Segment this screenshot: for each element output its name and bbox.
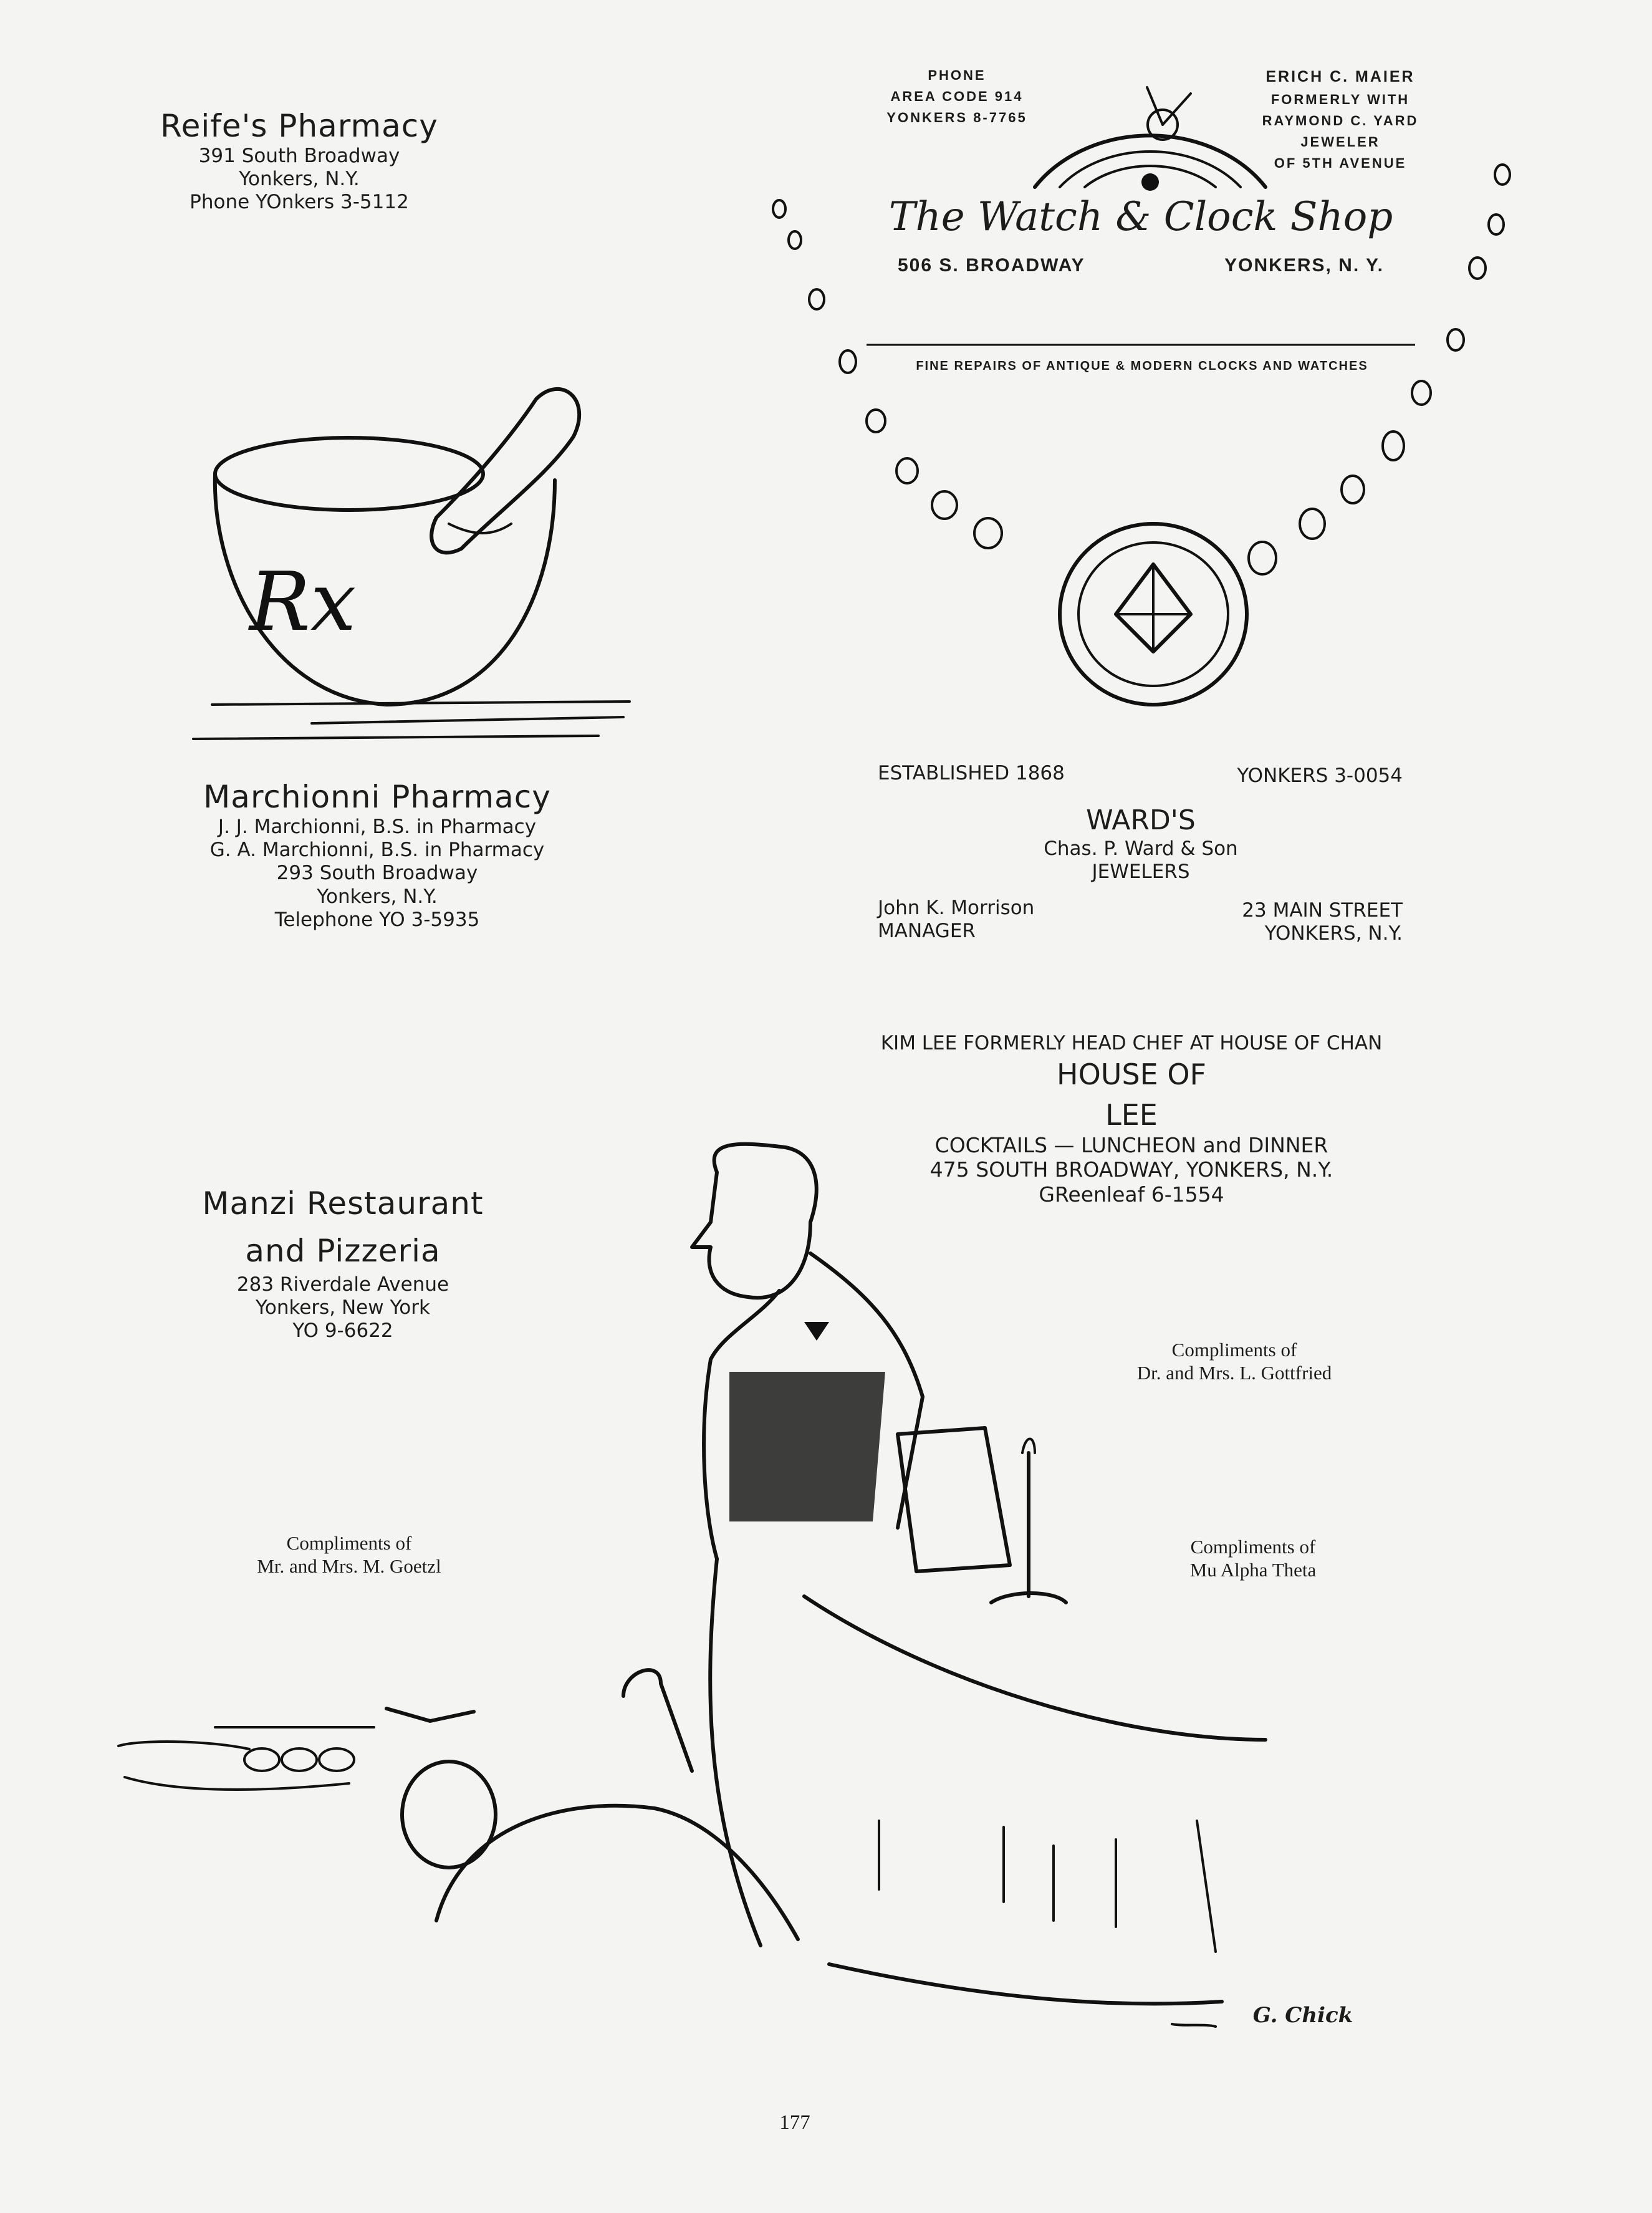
page-number: 177 [779, 2111, 810, 2134]
marchionni-city: Yonkers, N.Y. [317, 885, 438, 908]
reife-address: 391 South Broadway [198, 145, 400, 167]
reife-city: Yonkers, N.Y. [239, 168, 360, 191]
wards-established: ESTABLISHED 1868 [878, 762, 1065, 784]
watch-shop-city: YONKERS, N. Y. [1224, 255, 1384, 276]
wards-ad-center [954, 804, 1328, 884]
marchionni-name: Marchionni Pharmacy [203, 779, 551, 815]
reife-pharmacy-ad [81, 107, 517, 215]
lee-phone: GReenleaf 6-1554 [1039, 1182, 1224, 1207]
wards-manager-title: MANAGER [878, 920, 976, 943]
watch-area-code: AREA CODE 914 [890, 89, 1024, 105]
manzi-name-line1: Manzi Restaurant [202, 1185, 484, 1222]
watch-phone-label: PHONE [928, 67, 986, 83]
goetzl-line2: Mr. and Mrs. M. Goetzl [257, 1555, 441, 1578]
compliments-goetzl [187, 1531, 511, 1578]
manzi-restaurant-ad [143, 1185, 542, 1343]
watch-shop-address: 506 S. BROADWAY [898, 255, 1085, 276]
marchionni-pharmacy-ad [159, 778, 595, 932]
compliments-mu-alpha-theta [1110, 1535, 1396, 1581]
manzi-phone: YO 9-6622 [292, 1319, 393, 1343]
house-of-lee-ad [810, 1032, 1453, 1207]
clock-dial-icon [1035, 87, 1265, 191]
compliments-gottfried [1060, 1338, 1409, 1384]
gottfried-line2: Dr. and Mrs. L. Gottfried [1136, 1362, 1332, 1384]
mortar-and-pestle-icon [193, 389, 630, 739]
wards-city: YONKERS, N.Y. [1264, 922, 1403, 945]
mu-alpha-line1: Compliments of [1190, 1536, 1316, 1558]
watch-shop-owner-block [1247, 65, 1434, 174]
lee-name-line1: HOUSE OF [1056, 1058, 1207, 1092]
watch-shop-tagline: FINE REPAIRS OF ANTIQUE & MODERN CLOCKS AND WATCHES [916, 359, 1368, 373]
watch-phone-number: YONKERS 8-7765 [886, 110, 1027, 126]
wards-address-block [1122, 899, 1403, 945]
artist-signature: G. Chick [1252, 2003, 1353, 2028]
watch-owner-note-4: OF 5TH AVENUE [1274, 155, 1407, 171]
wards-street: 23 MAIN STREET [1242, 899, 1403, 922]
watch-owner-note-2: RAYMOND C. YARD [1262, 112, 1419, 128]
lee-address: 475 SOUTH BROADWAY, YONKERS, N.Y. [929, 1157, 1333, 1182]
wards-type: JEWELERS [1092, 860, 1190, 883]
wards-manager-name: John K. Morrison [878, 897, 1035, 919]
gottfried-line1: Compliments of [1171, 1339, 1297, 1361]
lee-tagline: KIM LEE FORMERLY HEAD CHEF AT HOUSE OF CHAN [880, 1032, 1383, 1054]
wards-name: WARD'S [1086, 804, 1196, 836]
marchionni-phone: Telephone YO 3-5935 [274, 908, 480, 931]
marchionni-line2: G. A. Marchionni, B.S. in Pharmacy [209, 839, 545, 862]
reife-name: Reife's Pharmacy [160, 108, 438, 144]
wards-phone: YONKERS 3-0054 [1237, 764, 1403, 787]
pendant-icon [1060, 524, 1247, 705]
marchionni-line1: J. J. Marchionni, B.S. in Pharmacy [218, 816, 537, 838]
goetzl-line1: Compliments of [286, 1532, 412, 1554]
manzi-address: 283 Riverdale Avenue [236, 1273, 449, 1296]
lee-offer: COCKTAILS — LUNCHEON and DINNER [934, 1132, 1328, 1157]
watch-shop-name: The Watch & Clock Shop [888, 194, 1393, 240]
rx-symbol: Rx [249, 554, 357, 649]
mu-alpha-line2: Mu Alpha Theta [1189, 1559, 1317, 1581]
manzi-name-line2: and Pizzeria [245, 1233, 441, 1269]
watch-owner-note-3: JEWELER [1300, 133, 1380, 150]
watch-shop-phone-block [860, 65, 1054, 128]
reife-phone: Phone YOnkers 3-5112 [190, 191, 409, 214]
wards-owner: Chas. P. Ward & Son [1044, 837, 1238, 860]
watch-owner-note-1: FORMERLY WITH [1270, 91, 1410, 107]
lee-name-line2: LEE [1105, 1098, 1158, 1132]
manzi-city: Yonkers, New York [256, 1296, 430, 1319]
watch-owner: ERICH C. MAIER [1265, 68, 1415, 85]
marchionni-address: 293 South Broadway [276, 862, 478, 885]
